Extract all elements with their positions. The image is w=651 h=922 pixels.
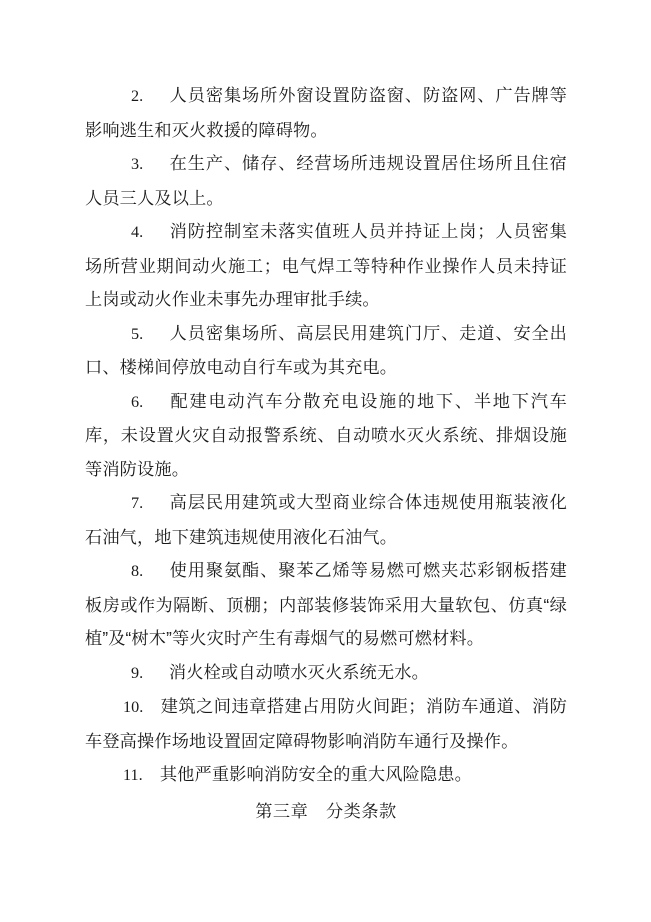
list-item (85, 147, 567, 215)
list-item (85, 656, 567, 691)
list-item (85, 317, 567, 385)
list-item-marker: 11. (123, 766, 143, 784)
list-item-marker: 10. (123, 698, 144, 716)
list-item-text: 人员密集场所外窗设置防盗窗、防盗网、广告牌等影响逃生和灭火救援的障碍物。 (85, 85, 567, 140)
document-body (85, 79, 567, 793)
list-item-marker: 4. (131, 223, 144, 241)
list-item (85, 486, 567, 554)
list-item (85, 79, 567, 147)
list-item-text: 在生产、储存、经营场所违规设置居住场所且住宿人员三人及以上。 (85, 153, 567, 208)
list-item (85, 554, 567, 656)
list-item-text: 人员密集场所、高层民用建筑门厅、走道、安全出口、楼梯间停放电动自行车或为其充电。 (85, 322, 567, 377)
list-item-marker-gap (143, 696, 160, 716)
list-item-marker-gap (143, 560, 169, 580)
list-item-text: 使用聚氨酯、聚苯乙烯等易燃可燃夹芯彩钢板搭建板房或作为隔断、顶棚；内部装修装饰采用大量软包、仿真“绿植”及“树木”等火灾时产生有毒烟气的易燃可燃材料。 (85, 560, 567, 648)
list-item-marker: 6. (131, 392, 144, 411)
list-item (85, 690, 567, 758)
list-item-marker-gap (143, 662, 169, 682)
list-item-marker-gap (143, 85, 169, 105)
list-item-marker: 2. (131, 87, 144, 105)
chapter-heading: 第三章 分类条款 (255, 801, 397, 821)
list-item-marker: 3. (131, 155, 144, 173)
list-item (85, 215, 567, 317)
list-item (85, 758, 567, 793)
list-item-marker-gap (143, 391, 169, 411)
list-item-text: 其他严重影响消防安全的重大风险隐患。 (159, 764, 472, 784)
list-item-marker-gap (143, 764, 160, 784)
list-item-marker-gap (143, 323, 169, 343)
list-item-marker: 7. (131, 494, 144, 512)
list-item-marker-gap (143, 492, 169, 512)
list-item-marker-gap (143, 153, 169, 173)
list-item-marker: 5. (131, 324, 144, 343)
list-item-marker-gap (143, 221, 169, 241)
list-item-marker: 8. (131, 562, 144, 580)
list-item-text: 消火栓或自动喷水灭火系统无水。 (168, 661, 429, 682)
list-item-text: 消防控制室未落实值班人员并持证上岗；人员密集场所营业期间动火施工；电气焊工等特种作业操作人员未持证上岗或动火作业未事先办理审批手续。 (85, 221, 567, 309)
list-item-text: 建筑之间违章搭建占用防火间距；消防车通道、消防车登高操作场地设置固定障碍物影响消防车通行及操作。 (85, 696, 567, 751)
list-item (85, 385, 567, 487)
list-item-marker: 9. (131, 663, 144, 682)
list-item-text: 配建电动汽车分散充电设施的地下、半地下汽车库，未设置火灾自动报警系统、自动喷水灭火系统、排烟设施等消防设施。 (85, 390, 567, 479)
list-item-text: 高层民用建筑或大型商业综合体违规使用瓶装液化石油气，地下建筑违规使用液化石油气。 (85, 492, 567, 547)
